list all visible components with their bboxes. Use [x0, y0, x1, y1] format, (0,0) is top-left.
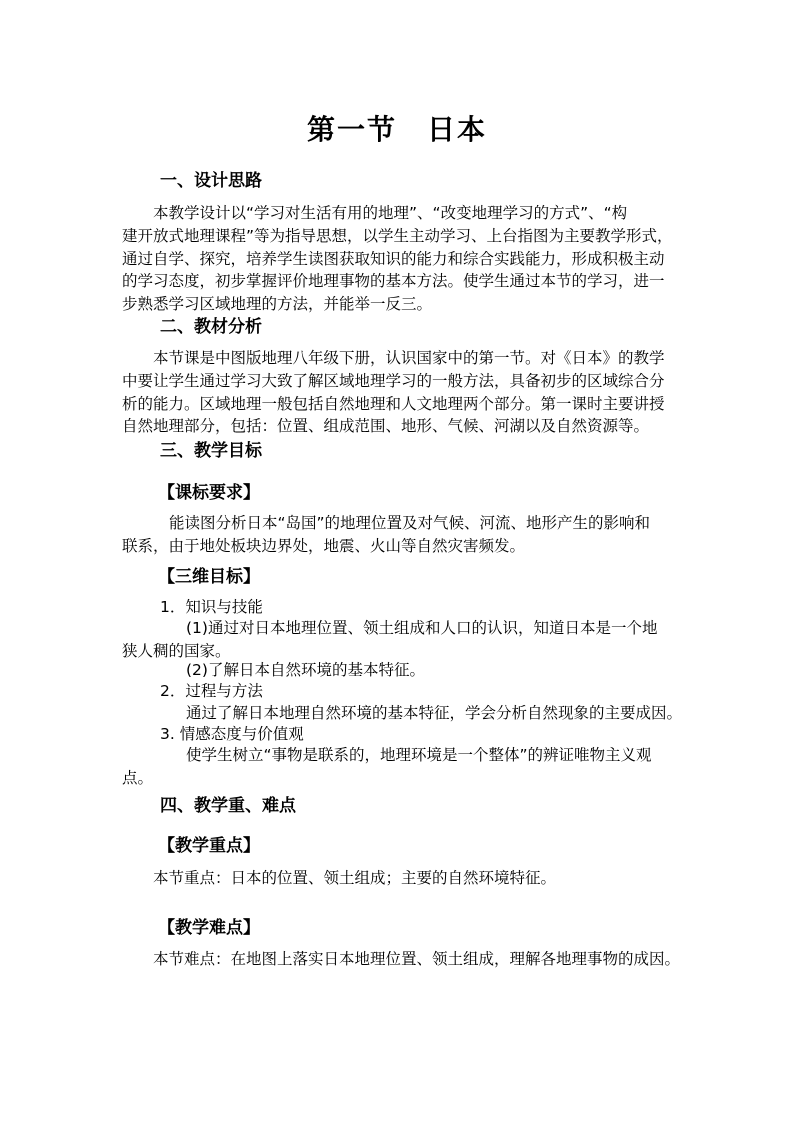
paragraph-line: 通过自学、探究，培养学生读图获取知识的能力和综合实践能力，形成积极主动 — [122, 249, 665, 268]
focus-text: 本节重点：日本的位置、领土组成；主要的自然环境特征。 — [153, 869, 557, 887]
paragraph-line: 中要让学生通过学习大致了解区域地理学习的一般方法，具备初步的区域综合分 — [122, 371, 665, 390]
material-paragraph — [122, 347, 665, 438]
paragraph-line: 的学习态度，初步掌握评价地理事物的基本方法。使学生通过本节的学习，进一 — [122, 272, 665, 291]
section-heading-keypoints: 四、教学重、难点 — [160, 796, 296, 816]
page-title: 第一节 日本 — [306, 113, 487, 146]
paragraph-line: 能读图分析日本“岛国”的地理位置及对气候、河流、地形产生的影响和 — [169, 514, 651, 532]
knowledge-item-2: (2)了解日本自然环境的基本特征。 — [186, 661, 425, 679]
knowledge-title: 1．知识与技能 — [160, 598, 263, 616]
paragraph-line: 本节课是中图版地理八年级下册，认识国家中的第一节。对《日本》的教学 — [153, 349, 665, 367]
paragraph-line: 本教学设计以“学习对生活有用的地理”、“改变地理学习的方式”、“构 — [153, 204, 628, 222]
paragraph-line: 点。 — [122, 768, 154, 787]
paragraph-line: 狭人稠的国家。 — [122, 641, 231, 660]
section-heading-objectives: 三、教学目标 — [160, 441, 262, 461]
process-title: 2．过程与方法 — [160, 682, 263, 700]
paragraph-line: 析的能力。区域地理一般包括自然地理和人文地理两个部分。第一课时主要讲授 — [122, 394, 665, 413]
emotion-paragraph — [122, 744, 652, 790]
paragraph-line: 使学生树立“事物是联系的，地理环境是一个整体”的辨证唯物主义观 — [186, 746, 652, 764]
subheading-focus: 【教学重点】 — [158, 836, 260, 856]
paragraph-line: 联系，由于地处板块边界处，地震、火山等自然灾害频发。 — [122, 536, 526, 555]
emotion-title: 3. 情感态度与价值观 — [160, 725, 304, 743]
process-text: 通过了解日本地理自然环境的基本特征，学会分析自然现象的主要成因。 — [186, 704, 683, 722]
difficulty-text: 本节难点：在地图上落实日本地理位置、领土组成，理解各地理事物的成因。 — [153, 950, 681, 968]
paragraph-line: 步熟悉学习区域地理的方法，并能举一反三。 — [122, 295, 433, 314]
subheading-difficulty: 【教学难点】 — [158, 918, 260, 938]
section-heading-material: 二、教材分析 — [160, 317, 262, 337]
paragraph-line: (1)通过对日本地理位置、领土组成和人口的认识，知道日本是一个地 — [186, 619, 658, 637]
standard-paragraph — [122, 512, 650, 558]
section-heading-design: 一、设计思路 — [160, 171, 262, 191]
paragraph-line: 建开放式地理课程”等为指导思想，以学生主动学习、上台指图为主要教学形式， — [122, 226, 673, 245]
paragraph-line: 自然地理部分，包括：位置、组成范围、地形、气候、河湖以及自然资源等。 — [122, 417, 650, 436]
subheading-standard: 【课标要求】 — [158, 483, 260, 503]
subheading-three-dim: 【三维目标】 — [158, 567, 260, 587]
knowledge-item-1 — [122, 617, 657, 663]
design-paragraph — [122, 202, 673, 316]
